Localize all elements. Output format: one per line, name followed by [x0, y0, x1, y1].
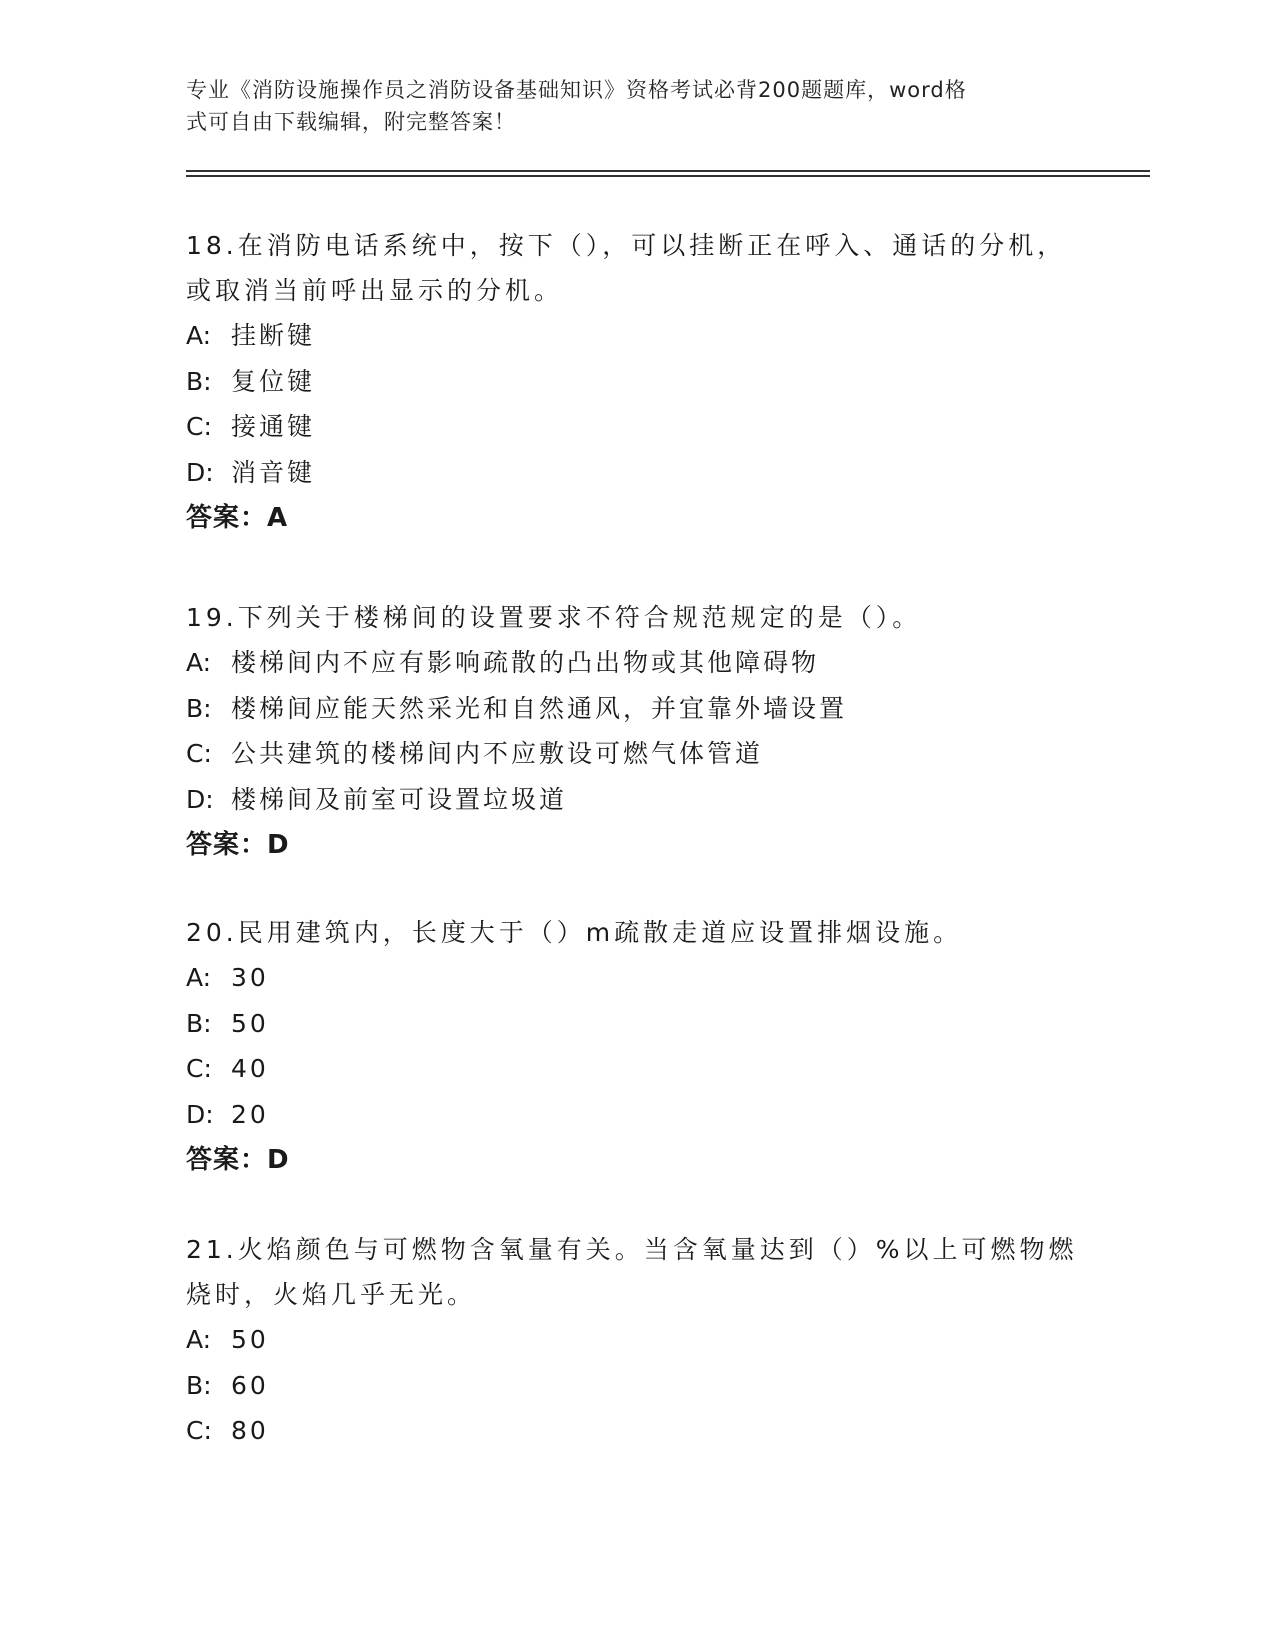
option-c — [186, 404, 1086, 450]
option-a — [186, 955, 1086, 1001]
option-b — [186, 1363, 1086, 1409]
option-b — [186, 686, 1086, 732]
option-text: 80 — [231, 1416, 269, 1445]
option-key: C: — [186, 1054, 212, 1083]
option-text: 40 — [231, 1054, 269, 1083]
option-d — [186, 1092, 1086, 1138]
option-key: D: — [186, 784, 214, 814]
option-b — [186, 359, 1086, 405]
option-c — [186, 1046, 1086, 1092]
option-c — [186, 731, 1086, 777]
option-key: C: — [186, 1416, 212, 1445]
option-key: A: — [186, 1325, 212, 1354]
option-c — [186, 1408, 1086, 1454]
answer-label: 答案：D — [186, 1145, 290, 1175]
question-stem: 18.在消防电话系统中，按下（），可以挂断正在呼入、通话的分机， — [186, 231, 1067, 260]
option-key: B: — [186, 693, 212, 723]
question-stem: 19.下列关于楼梯间的设置要求不符合规范规定的是（）。 — [186, 603, 922, 632]
option-text: 接通键 — [231, 412, 316, 441]
option-text: 楼梯间及前室可设置垃圾道 — [231, 784, 568, 814]
question-stem-continued: 烧时，火焰几乎无光。 — [186, 1280, 477, 1309]
option-key: D: — [186, 1099, 214, 1129]
option-key: B: — [186, 1370, 212, 1400]
option-text: 挂断键 — [231, 321, 316, 350]
option-a — [186, 313, 1086, 359]
option-key: D: — [186, 457, 214, 487]
option-text: 50 — [231, 1325, 269, 1354]
option-text: 20 — [231, 1099, 269, 1129]
question-19 — [186, 595, 1086, 868]
option-text: 60 — [231, 1370, 269, 1400]
option-d — [186, 450, 1086, 496]
option-key: C: — [186, 739, 212, 768]
option-text: 复位键 — [231, 366, 316, 396]
option-key: B: — [186, 366, 212, 396]
answer-label: 答案：D — [186, 830, 290, 860]
option-b — [186, 1001, 1086, 1047]
option-text: 30 — [231, 963, 269, 992]
option-text: 消音键 — [231, 457, 316, 487]
option-d — [186, 777, 1086, 823]
document-header — [186, 74, 1066, 138]
question-18 — [186, 223, 1086, 541]
question-21 — [186, 1227, 1086, 1454]
option-a — [186, 1317, 1086, 1363]
option-key: A: — [186, 321, 212, 350]
header-line-1: 专业《消防设施操作员之消防设备基础知识》资格考试必背200题题库，word格 — [186, 78, 967, 102]
option-text: 公共建筑的楼梯间内不应敷设可燃气体管道 — [231, 739, 764, 768]
option-text: 楼梯间内不应有影响疏散的凸出物或其他障碍物 — [231, 648, 820, 677]
option-text: 50 — [231, 1008, 269, 1038]
option-text: 楼梯间应能天然采光和自然通风，并宜靠外墙设置 — [231, 693, 848, 723]
header-divider-top — [186, 170, 1150, 172]
option-a — [186, 640, 1086, 686]
question-stem: 20.民用建筑内，长度大于（）m疏散走道应设置排烟设施。 — [186, 918, 963, 947]
answer-label: 答案：A — [186, 503, 289, 533]
option-key: A: — [186, 963, 212, 992]
question-stem: 21.火焰颜色与可燃物含氧量有关。当含氧量达到（）%以上可燃物燃 — [186, 1235, 1078, 1264]
question-20 — [186, 910, 1086, 1183]
option-key: B: — [186, 1008, 212, 1038]
option-key: A: — [186, 648, 212, 677]
question-stem-continued: 或取消当前呼出显示的分机。 — [186, 276, 564, 305]
header-line-2: 式可自由下载编辑，附完整答案！ — [186, 110, 516, 134]
option-key: C: — [186, 412, 212, 441]
header-divider-bottom — [186, 175, 1150, 177]
